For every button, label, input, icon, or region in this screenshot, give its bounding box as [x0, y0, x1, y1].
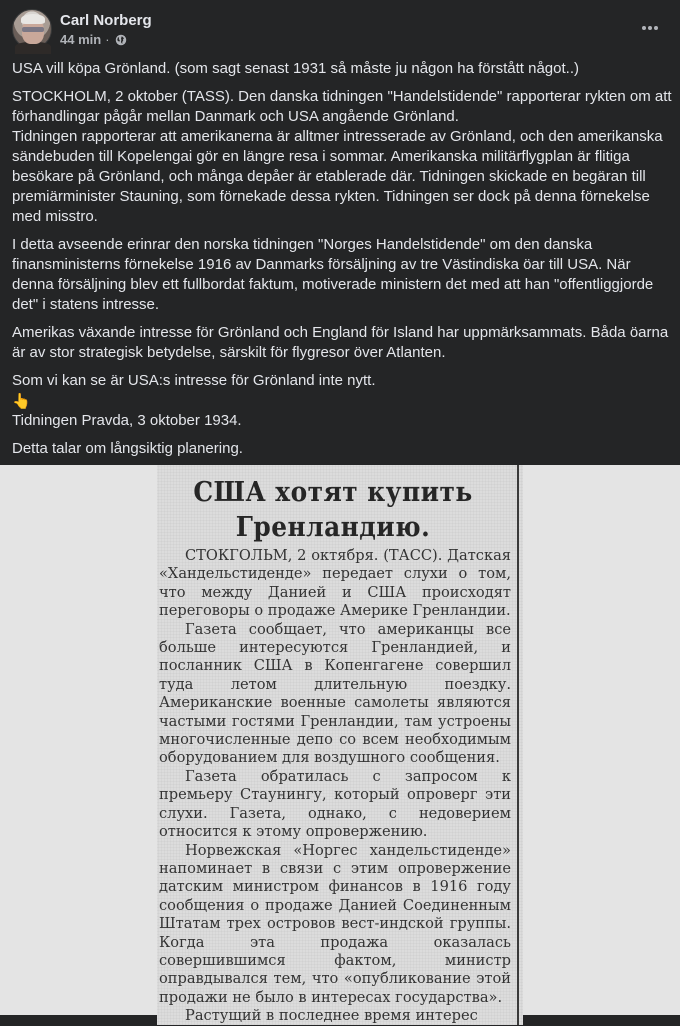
clipping-paragraph: Газета сообщает, что американцы все больше интересуются Гренландией, и посланник США в Копенгагене совершил туда летом длительную поездку. Американские военные самолеты являются частыми гостями Гренландии, там устроены многочисленные депо со всем необходимым оборудованием для воздушного сообщения. [159, 620, 511, 767]
more-options-icon [642, 26, 646, 30]
clipping-paragraph: Газета обратилась с запросом к премьеру Стаунингу, который опроверг эти слухи. Газета, однако, с недоверием относится к этому опровержению. [159, 767, 511, 841]
clipping-body [159, 547, 511, 1026]
post-paragraph: Tidningen Pravda, 3 oktober 1934. [12, 412, 242, 429]
post-paragraph: Detta talar om långsiktig planering. [12, 440, 243, 457]
globe-icon[interactable] [115, 34, 127, 46]
post-paragraph: USA vill köpa Grönland. (som sagt senast 1931 så måste ju någon ha förstått något..) [12, 60, 579, 77]
post-paragraph: Amerikas växande intresse för Grönland och England för Island har uppmärksammats. Båda öarna är av stor strategisk betydelse, särskilt för flygresor över Atlanten. [12, 324, 669, 361]
post-timestamp[interactable]: 44 min [60, 32, 102, 47]
clipping-headline-line: Гренландию. [235, 512, 431, 543]
column-rule [517, 465, 519, 1025]
avatar[interactable] [12, 9, 52, 49]
more-options-icon [648, 26, 652, 30]
post-image[interactable] [0, 465, 680, 1025]
author-name[interactable]: Carl Norberg [60, 12, 152, 29]
post-paragraph: Som vi kan se är USA:s intresse för Grönland inte nytt. [12, 372, 376, 389]
post-header [0, 0, 680, 58]
clipping-paragraph: Норвежская «Норгес хандельстиденде» напоминает в связи с этим опровержение датским министром финансов в 1916 году сообщения о продаже Данией Соединенным Штатам трех островов вест-индской группы. Когда эта продажа оказалась совершившимся фактом, министр оправдывался тем, что «опубликование этой продажи не было в интересах государства». [159, 841, 511, 1006]
avatar-glasses [22, 27, 44, 32]
clipping-paragraph: СТОКГОЛЬМ, 2 октября. (ТАСС). Датская «Хандельстиденде» передает слухи о том, что между Данией и США происходят переговоры о продаже Америке Гренландии. [159, 547, 511, 620]
post-text [12, 59, 672, 467]
pointing-up-emoji-icon: 👆 [12, 392, 31, 410]
post-paragraph: STOCKHOLM, 2 oktober (TASS). Den danska tidningen "Handelstidende" rapporterar rykten om att förhandlingar pågår mellan Danmark och USA angående Grönland. [12, 88, 672, 125]
clipping-paragraph: Растущий в последнее время интерес [185, 1007, 478, 1025]
more-options-button[interactable] [634, 18, 666, 38]
post-paragraph: I detta avseende erinrar den norska tidningen "Norges Handelstidende" om den danska finansministerns förnekelse 1916 av Danmarks försäljning av tre Västindiska öar till USA. När denna försäljning blev ett fullbordat faktum, motiverade ministern det med att han "offentliggjorde det" i statens intresse. [12, 236, 654, 313]
clipping-headline [171, 475, 495, 545]
newspaper-clipping [157, 465, 523, 1025]
more-options-icon [654, 26, 658, 30]
post-paragraph: Tidningen rapporterar att amerikanerna är alltmer intresserade av Grönland, och den amerikanska sändebuden till Kopelengai gör en längre resa i sommar. Amerikanska militärflygplan är flitiga besökare på Grönland, och många depåer är etablerade där. Tidningen skickade en begäran till premiärminister Stauning, som förnekade dessa rykten. Tidningen ser dock på denna förnekelse med misstro. [12, 128, 663, 225]
clipping-headline-line: США хотят купить [193, 477, 473, 508]
meta-separator: · [105, 32, 110, 47]
post-meta [60, 32, 127, 47]
avatar-hair [21, 14, 45, 24]
